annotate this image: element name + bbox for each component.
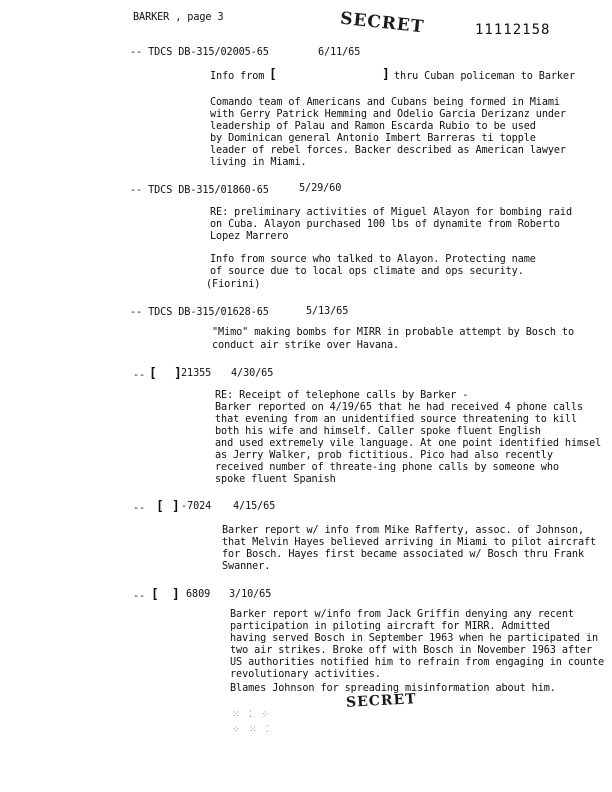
entry-4-line: as Jerry Walker, prob fictitious. Pico had also recently bbox=[215, 450, 553, 461]
entry-5-ref-prefix: -- bbox=[133, 503, 146, 514]
entry-2-note: (Fiorini) bbox=[206, 279, 261, 290]
entry-6-line: US authorities notified him to refrain from engaging in counte bbox=[230, 657, 605, 668]
entry-4-line: received number of threate-ing phone calls by someone who bbox=[215, 462, 559, 473]
entry-2-line: on Cuba. Alayon purchased 100 lbs of dynamite from Roberto bbox=[210, 219, 560, 230]
entry-2-line: of source due to local ops climate and ops security. bbox=[210, 266, 524, 277]
entry-5-line: Barker report w/ info from Mike Rafferty, assoc. of Johnson, bbox=[222, 525, 585, 536]
entry-4-ref-number: 21355 bbox=[181, 368, 212, 379]
entry-3-line: "Mimo" making bombs for MIRR in probable attempt by Bosch to bbox=[212, 327, 575, 338]
entry-4-line: spoke fluent Spanish bbox=[215, 474, 336, 485]
entry-2-line: RE: preliminary activities of Miguel Alayon for bombing raid bbox=[210, 207, 573, 218]
entry-5-line: that Melvin Hayes believed arriving in Miami to pilot aircraft bbox=[222, 537, 597, 548]
entry-4-ref-prefix: -- bbox=[133, 370, 146, 381]
entry-1-info-prefix: Info from bbox=[210, 71, 265, 82]
entry-2-line: Info from source who talked to Alayon. Protecting name bbox=[210, 254, 536, 265]
page-header-title: BARKER , page 3 bbox=[133, 12, 224, 23]
redaction-open-bracket: [ bbox=[269, 67, 277, 82]
entry-1-line: with Gerry Patrick Hemming and Odelio Garcia Derizanz under bbox=[210, 109, 566, 120]
redaction-open-bracket: [ bbox=[151, 587, 159, 602]
entry-3-date: 5/13/65 bbox=[306, 306, 349, 317]
entry-3-ref: -- TDCS DB-315/01628-65 bbox=[130, 307, 269, 318]
footer-secret-stamp: SECRET bbox=[345, 691, 418, 711]
entry-6-line: Blames Johnson for spreading misinformation about him. bbox=[230, 683, 556, 694]
entry-1-line: by Dominican general Antonio Imbert Barreras ti topple bbox=[210, 133, 536, 144]
secret-stamp: SECRET bbox=[339, 8, 426, 38]
entry-4-line: Barker reported on 4/19/65 that he had received 4 phone calls bbox=[215, 402, 584, 413]
entry-1-line: leadership of Palau and Ramon Escarda Rubio to be used bbox=[210, 121, 536, 132]
redaction-close-bracket: ] bbox=[382, 67, 390, 82]
entry-6-line: revolutionary activities. bbox=[230, 669, 381, 680]
entry-6-ref-number: 6809 bbox=[186, 589, 211, 600]
entry-2-date: 5/29/60 bbox=[299, 183, 342, 194]
entry-6-line: having served Bosch in September 1963 when he participated in bbox=[230, 633, 599, 644]
entry-5-line: for Bosch. Hayes first became associated w/ Bosch thru Frank bbox=[222, 549, 585, 560]
entry-1-info-suffix: thru Cuban policeman to Barker bbox=[394, 71, 576, 82]
entry-1-line: living in Miami. bbox=[210, 157, 307, 168]
entry-6-date: 3/10/65 bbox=[229, 589, 272, 600]
redaction-close-bracket: ] bbox=[172, 587, 180, 602]
entry-1-date: 6/11/65 bbox=[318, 47, 361, 58]
entry-3-line: conduct air strike over Havana. bbox=[212, 340, 400, 351]
entry-6-line: two air strikes. Broke off with Bosch in November 1963 after bbox=[230, 645, 593, 656]
entry-4-date: 4/30/65 bbox=[231, 368, 274, 379]
entry-2-line: Lopez Marrero bbox=[210, 231, 289, 242]
redaction-open-bracket: [ bbox=[156, 499, 164, 514]
redaction-close-bracket: ] bbox=[174, 366, 182, 381]
redaction-close-bracket: ] bbox=[172, 499, 180, 514]
entry-6-line: participation in piloting aircraft for MIRR. Admitted bbox=[230, 621, 550, 632]
entry-4-line: that evening from an unidentified source threatening to kill bbox=[215, 414, 578, 425]
entry-1-line: leader of rebel forces. Backer described as American lawyer bbox=[210, 145, 566, 156]
entry-5-ref-number: -7024 bbox=[181, 501, 212, 512]
entry-4-line: and used extremely vile language. At one point identified himsel bbox=[215, 438, 602, 449]
entry-6-line: Barker report w/info from Jack Griffin denying any recent bbox=[230, 609, 574, 620]
entry-1-ref: -- TDCS DB-315/02005-65 bbox=[130, 47, 269, 58]
entry-2-ref: -- TDCS DB-315/01860-65 bbox=[130, 185, 269, 196]
entry-5-date: 4/15/65 bbox=[233, 501, 276, 512]
entry-4-line: both his wife and himself. Caller spoke fluent English bbox=[215, 426, 541, 437]
entry-1-line: Comando team of Americans and Cubans being formed in Miami bbox=[210, 97, 560, 108]
illegible-smudge: ⁘ ⁙ ⁚ bbox=[232, 725, 271, 735]
illegible-smudge: ⁙ ⁚ ⁘ bbox=[232, 710, 271, 720]
document-number: 11112158 bbox=[475, 22, 551, 38]
entry-4-line: RE: Receipt of telephone calls by Barker - bbox=[215, 390, 469, 401]
entry-5-line: Swanner. bbox=[222, 561, 271, 572]
redaction-open-bracket: [ bbox=[149, 366, 157, 381]
entry-6-ref-prefix: -- bbox=[133, 591, 146, 602]
